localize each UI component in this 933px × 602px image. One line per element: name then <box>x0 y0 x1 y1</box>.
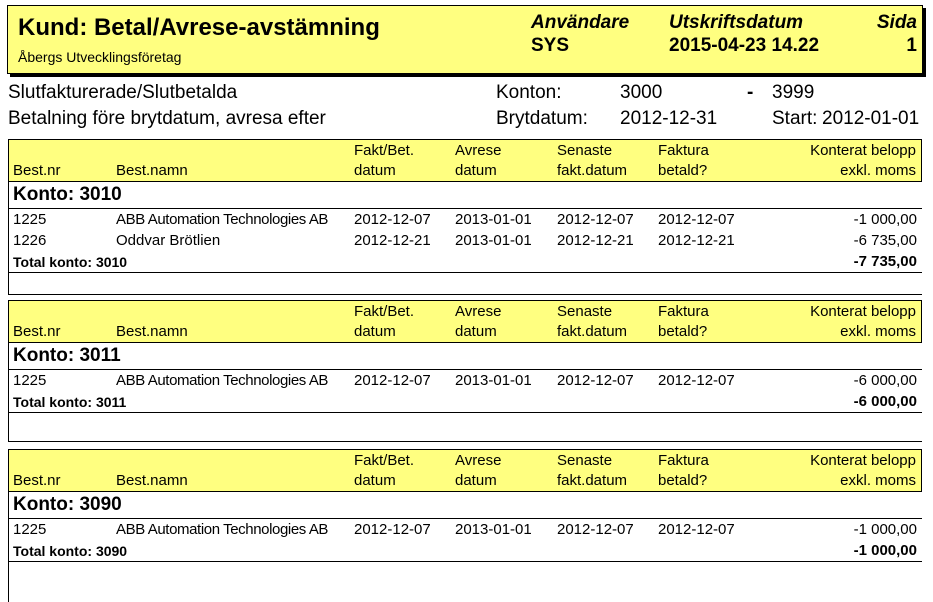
total-row: Total konto: 3010 -7 735,00 <box>9 251 922 273</box>
konto-heading: Konto: 3010 <box>9 182 922 209</box>
col-bestnamn: Best.namn <box>116 162 188 179</box>
print-date-label: Utskriftsdatum <box>669 12 804 33</box>
col-avrese-2: datum <box>455 472 497 489</box>
col-faktura-1: Faktura <box>658 452 709 469</box>
col-avrese-1: Avrese <box>455 452 502 469</box>
col-senaste-1: Senaste <box>557 303 613 320</box>
col-faktura-2: betald? <box>658 162 708 179</box>
col-fakt-2: datum <box>354 323 396 340</box>
col-fakt-2: datum <box>354 472 396 489</box>
col-fakt-1: Fakt/Bet. <box>354 142 415 159</box>
column-header <box>9 449 922 492</box>
col-bestnamn: Best.namn <box>116 323 188 340</box>
start-value: 2012-01-01 <box>822 108 920 129</box>
col-avrese-2: datum <box>455 323 497 340</box>
col-senaste-1: Senaste <box>557 452 613 469</box>
konton-from: 3000 <box>620 82 663 103</box>
column-header <box>9 300 922 343</box>
konton-to: 3999 <box>772 82 815 103</box>
col-senaste-2: fakt.datum <box>557 323 628 340</box>
brytdatum-label: Brytdatum: <box>496 108 588 129</box>
table-row: 1226 Oddvar Brötlien 2012-12-21 2013-01-01 2012-12-21 2012-12-21 -6 735,00 <box>13 232 917 249</box>
konton-dash: - <box>747 82 754 103</box>
col-avrese-1: Avrese <box>455 303 502 320</box>
company-name: Åbergs Utvecklingsföretag <box>18 49 182 65</box>
spacer <box>9 562 922 602</box>
spacer <box>9 413 922 441</box>
col-belopp-1: Konterat belopp <box>810 452 916 469</box>
table-row: 1225 ABB Automation Technologies AB 2012-12-07 2013-01-01 2012-12-07 2012-12-07 -6 000,00 <box>13 372 917 389</box>
col-bestnamn: Best.namn <box>116 472 188 489</box>
brytdatum-value: 2012-12-31 <box>620 108 718 129</box>
konto-heading: Konto: 3090 <box>9 492 922 519</box>
report-title: Kund: Betal/Avrese-avstämning <box>18 14 380 41</box>
konto-section <box>8 449 922 602</box>
col-avrese-1: Avrese <box>455 142 502 159</box>
start-label: Start: <box>772 108 818 129</box>
col-senaste-2: fakt.datum <box>557 472 628 489</box>
report-header <box>7 5 923 74</box>
filter-line-2: Betalning före brytdatum, avresa efter <box>8 108 326 129</box>
konto-section <box>8 139 922 295</box>
konton-label: Konton: <box>496 82 562 103</box>
col-avrese-2: datum <box>455 162 497 179</box>
col-faktura-2: betald? <box>658 323 708 340</box>
col-belopp-2: exkl. moms <box>840 472 916 489</box>
col-bestnr: Best.nr <box>13 472 61 489</box>
table-row: 1225 ABB Automation Technologies AB 2012-12-07 2013-01-01 2012-12-07 2012-12-07 -1 000,00 <box>13 211 917 228</box>
filter-line-1: Slutfakturerade/Slutbetalda <box>8 82 238 103</box>
user-label: Användare <box>531 12 630 33</box>
total-row: Total konto: 3090 -1 000,00 <box>9 540 922 562</box>
col-faktura-1: Faktura <box>658 303 709 320</box>
col-fakt-2: datum <box>354 162 396 179</box>
col-belopp-2: exkl. moms <box>840 323 916 340</box>
col-senaste-1: Senaste <box>557 142 613 159</box>
konto-section <box>8 300 922 442</box>
col-faktura-1: Faktura <box>658 142 709 159</box>
column-header <box>9 139 922 182</box>
col-belopp-2: exkl. moms <box>840 162 916 179</box>
page-label: Sida <box>876 12 917 33</box>
col-faktura-2: betald? <box>658 472 708 489</box>
col-bestnr: Best.nr <box>13 162 61 179</box>
col-fakt-1: Fakt/Bet. <box>354 452 415 469</box>
total-row: Total konto: 3011 -6 000,00 <box>9 391 922 413</box>
table-row: 1225 ABB Automation Technologies AB 2012-12-07 2013-01-01 2012-12-07 2012-12-07 -1 000,00 <box>13 521 917 538</box>
col-belopp-1: Konterat belopp <box>810 303 916 320</box>
col-bestnr: Best.nr <box>13 323 61 340</box>
print-date-value: 2015-04-23 14.22 <box>669 35 820 56</box>
col-belopp-1: Konterat belopp <box>810 142 916 159</box>
user-value: SYS <box>531 35 570 56</box>
spacer <box>9 273 922 294</box>
page-number: 1 <box>906 35 917 56</box>
col-fakt-1: Fakt/Bet. <box>354 303 415 320</box>
konto-heading: Konto: 3011 <box>9 343 922 370</box>
col-senaste-2: fakt.datum <box>557 162 628 179</box>
